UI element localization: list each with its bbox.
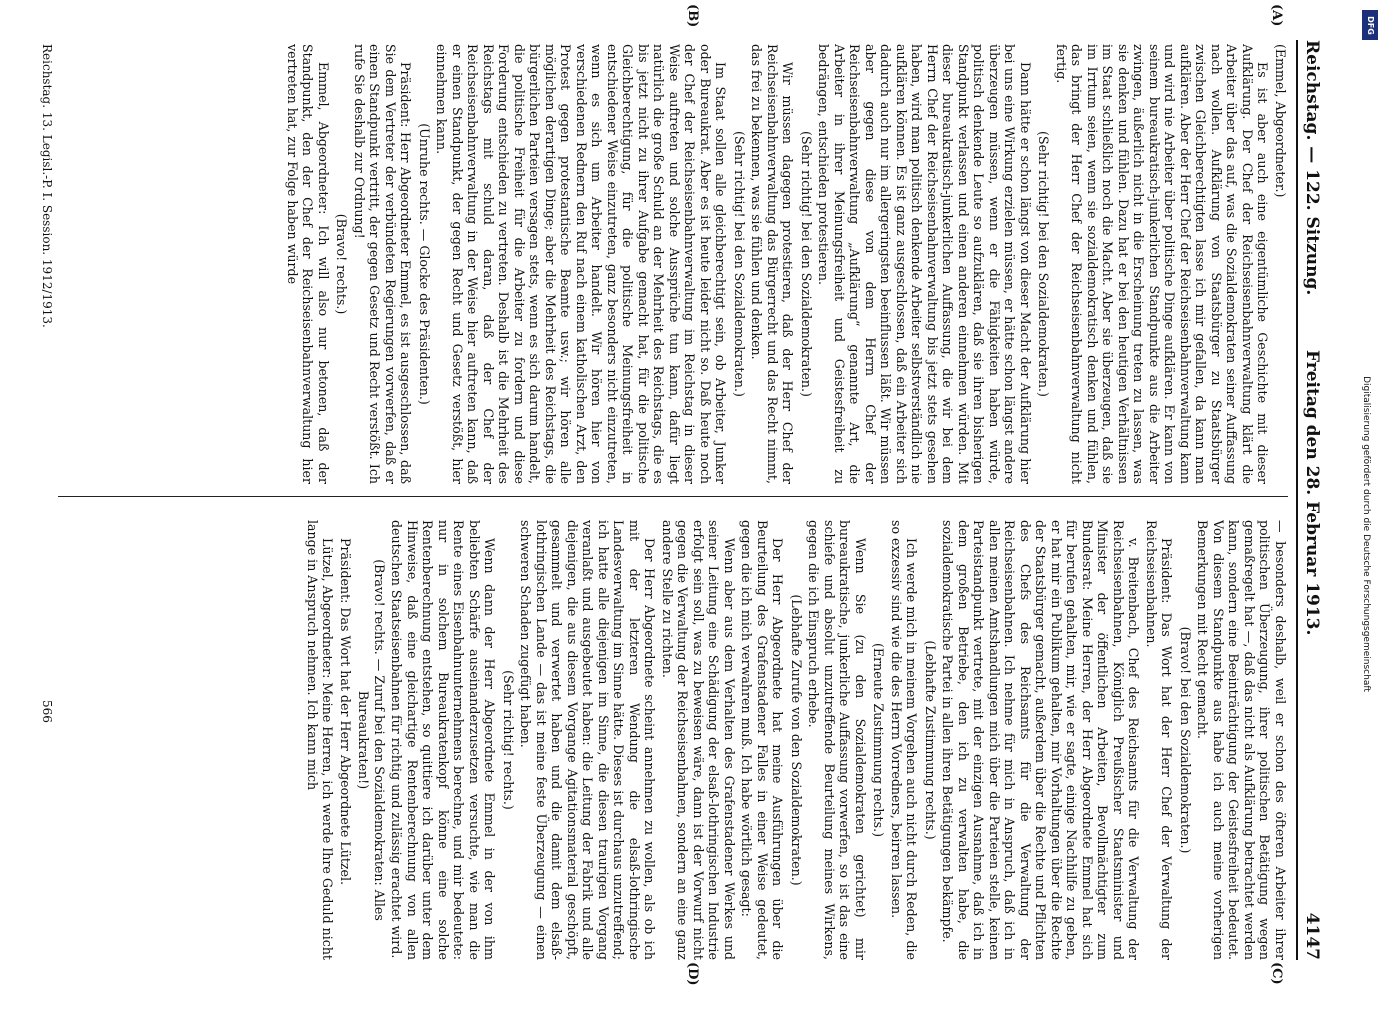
margin-marker-b: (B) [685, 4, 700, 28]
interjection: (Unruhe rechts. — Glocke des Präsidenten.) [417, 123, 432, 405]
interjection: (Sehr richtig! bei den Sozialdemokraten.) [799, 131, 814, 397]
paragraph: Dann hätte er schon längst von dieser Macht der Aufklärung hier bei uns eine Wirkung erzielen müssen, er hätte schon längst andere überzeugen müssen, wenn er die Fähigkeiten haben würde, politisch denkende Leute so aufzuklären, daß sie ihren bisherigen Standpunkt verlassen und einen anderen einnehmen würden. Mit dieser bureaukratisch-junkerlichen Auffassung, die wir bei dem Herrn Chef der Reichseisenbahnverwaltung bis jetzt stets gesehen haben, wird man politisch denkende Arbeiter selbstverständlich nie aufklären können. Es ist ganz ausgeschlossen, daß ein Arbeiter sich dadurch auch nur im allergeringsten beeinflussen läßt. Wir müssen aber gegen diese von dem Herrn Chef der Reichseisenbahnverwaltung „Aufklärung“ genannte Art, die Arbeiter in ihrer Meinungsfreiheit und Geistesfreiheit zu bedrängen, entschieden protestieren. [816, 44, 1033, 484]
paragraph: Ich werde mich in meinem Vorgehen auch nicht durch Reden, die so exzessiv sind wie die des Herrn Vorredners, beirren lassen. [889, 520, 920, 960]
paragraph: Wenn Sie (zu den Sozialdemokraten gerichtet) mir bureaukratische, junkerliche Auffassung vorwerfen, so ist das eine schiefe und absolut unzutreffende Beurteilung meines Wirkens, gegen die ich Einspruch erhebe. [806, 520, 868, 960]
paragraph: — besonders deshalb, weil er schon des öfteren Arbeiter ihrer politischen Überzeugung, ihrer politischen Betätigung wegen gemaßregelt hat —, daß das nicht als Aufklärung betrachtet werden kann, sondern eine Beeinträchtigung der Geistesfreiheit bedeutet. Von diesem Standpunkte aus habe ich auch meine vorherigen Bemerkungen mit Recht gemacht. [1195, 520, 1288, 960]
paragraph: Es ist aber auch eine eigentümliche Geschichte mit dieser Aufklärung. Der Chef der Reichseisenbahnverwaltung klärt die Arbeiter über das auf, was die Sozialdemokraten seiner Auffassung nach wollen. Aufklärung von Staatsbürger zu Staatsbürger zwischen Gleichberechtigten lasse ich mir gefallen, da kann man aufklären. Aber der Herr Chef der Reichseisenbahnverwaltung kann und wird nie Arbeiter über politische Dinge aufklären. Er kann von seinem bureaukratisch-junkerlichen Standpunkte aus die Arbeiter zwingen, äußerlich nicht in die Erscheinung treten zu lassen, was sie denken und fühlen. Dazu hat er bei den heutigen Verhältnissen im Staat schließlich noch die Macht. Aber sie überzeugen, daß sie im Irrtum seien, wenn sie sozialdemokratisch denken und fühlen, das bringt der Herr Chef der Reichseisenbahnverwaltung nicht fertig. [1054, 44, 1271, 484]
interjection: (Lebhafte Zurufe von den Sozialdemokraten.) [789, 594, 804, 886]
speaker-label: (Emmel, Abgeordneter.) [1273, 44, 1288, 198]
header-left: Reichstag. — 122. Sitzung. [1302, 40, 1322, 296]
paragraph: Im Staat sollen alle gleichberechtigt sein, ob Arbeiter, Junker oder Bureaukrat. Aber es ist heute leider nicht so. Daß heute noch der Chef der Reichseisenbahnverwaltung im Reichstag in dieser Weise auftreten und solche Aussprüche tun kann, dafür liegt natürlich die große Schuld an der Mehrheit des Reichstags, die es bis jetzt nicht zu ihrer Aufgabe gemacht hat, für die politische Gleichberechtigung, für die politische Meinungsfreiheit in entschiedener Weise einzutreten, ganz besonders nicht einzutreten, wenn es sich um Arbeiter handelt. Wir hören hier von verschiedenen Rednern den Ruf nach einem katholischen Arzt, den Protest gegen protestantische Beamte usw.; wir hören alle möglichen derartigen Dinge; aber die Mehrheit des Reichstags, die bürgerlichen Parteien versagen stets, wenn es sich darum handelt, die politische Freiheit für die Arbeiter zu fordern und diese Forderung entschieden zu vertreten. Deshalb ist die Mehrheit des Reichstags mit schuld daran, daß der Chef der Reichseisenbahnverwaltung in der Weise hier auftreten kann, daß er einen Standpunkt, der gegen Recht und Gesetz verstößt, hier einnehmen kann. [434, 44, 729, 484]
paragraph: Wir müssen dagegen protestieren, daß der Herr Chef der Reichseisenbahnverwaltung das Bürgerrecht und das Recht nimmt, das frei zu bekennen, was sie fühlen und denken. [749, 44, 796, 484]
header-date: Freitag den 28. Februar 1913. [1302, 350, 1322, 636]
paragraph: Lützel, Abgeordneter: Meine Herren, ich werde Ihre Geduld nicht lange in Anspruch nehmen. Ich kann mich [305, 520, 336, 960]
interjection: (Sehr richtig! bei den Sozialdemokraten.) [732, 131, 747, 397]
paragraph: Wenn dann der Herr Abgeordnete Emmel in der von ihm beliebten Schärfe auseinanderzusetzen versuchte, wie man die Rente eines Eisenbahnunternehmens berechne, und mir bedeutete: nur in solchem Bureaukratenkopf könne eine solche Rentenberechnung entstehen, so quittiere ich darüber unter dem Hinweise, daß eine gleichartige Rentenberechnung von allen deutschen Staatseisenbahnen für richtig und zulässig erachtet wird. [389, 520, 498, 960]
paragraph: v. Breitenbach, Chef des Reichsamts für die Verwaltung der Reichseisenbahnen, Königlich Preußischer Staatsminister und Minister der öffentlichen Arbeiten, Bevollmächtigter zum Bundesrat: Meine Herren, der Herr Abgeordnete Emmel hat sich für berufen gehalten, mir, wie er sagte, einige Nachhilfe zu geben, er hat mir ein Publikum gehalten, mir Vorhaltungen über die Rechte der Staatsbürger gemacht, außerdem über die Rechte und Pflichten des Chefs des Reichsamts für die Verwaltung der Reichseisenbahnen. Ich nehme für mich in Anspruch, daß ich in allen meinen Amtshandlungen mich über die Parteien stelle, keinen Parteistandpunkt vertrete, mit der einzigen Ausnahme, daß ich in dem großen Betriebe, den ich zu verwalten habe, die sozialdemokratische Partei in allen ihren Betätigungen bekämpfe. [940, 520, 1142, 960]
interjection: (Bravo! bei den Sozialdemokraten.) [1178, 626, 1193, 854]
left-column [58, 44, 1288, 484]
paragraph: Der Herr Abgeordnete scheint annehmen zu wollen, als ob ich mit der letzteren Wendung die elsaß-lothringische Landesverwaltung im Sinne hätte. Dieses ist durchaus unzutreffend; ich hatte alle diejenigen im Sinne, die diesen traurigen Vorgang veranlaßt und ausgebeutet haben: die Leitung der Fabrik und alle diejenigen, die aus diesem Vorgange Agitationsmaterial geschöpft, gesammelt und verwertet haben und die damit dem elsaß-lothringischen Lande — das ist meine feste Überzeugung — einen schweren Schaden zugefügt haben. [518, 520, 658, 960]
dfg-logo-text: DFG [1365, 15, 1375, 35]
paragraph: Der Herr Abgeordnete hat meine Ausführungen über die Beurteilung des Grafenstadener Falles in einer Weise gedeutet, gegen die ich mich verwahren muß. Ich habe wörtlich gesagt: [739, 520, 786, 960]
page-code: 566 [40, 700, 54, 723]
paragraph: Präsident: Das Wort hat der Herr Chef der Verwaltung der Reichseisenbahnen. [1144, 520, 1175, 960]
digitization-note-text: Digitalisierung gefördert durch die Deutsche Forschungsgemeinschaft [1361, 376, 1371, 692]
interjection: (Sehr richtig! rechts.) [501, 670, 516, 810]
margin-marker-a: (A) [1269, 4, 1284, 27]
page-header [1296, 40, 1328, 960]
dfg-logo-icon [1362, 10, 1378, 40]
quotation: Wenn aber aus dem Verhalten des Grafenstadener Werkes und seiner Leitung eine Schädigung der elsaß-lothringischen Industrie erfolgt sein soll, was zu beweisen wäre, dann ist der Vorwurf nicht gegen die Verwaltung der Reichseisenbahnen, sondern an eine ganz andere Stelle zu richten. [660, 520, 737, 960]
margin-marker-d: (D) [685, 962, 700, 986]
paragraph: Emmel, Abgeordneter: Ich will also nur betonen, daß der Standpunkt, den der Chef der Reichseisenbahnverwaltung hier vertreten hat, zur Folge haben würde [285, 44, 331, 484]
interjection: (Bravo! rechts. — Zuruf bei den Sozialdemokraten: Alles Bureaukraten!) [356, 559, 387, 921]
digitization-note [1355, 44, 1377, 1024]
header-page-number: 4147 [1302, 912, 1322, 960]
paragraph: Präsident: Das Wort hat der Herr Abgeordnete Lützel. [338, 538, 353, 886]
interjection: (Sehr richtig! bei den Sozialdemokraten.) [1036, 131, 1052, 397]
interjection: (Lebhafte Zustimmung rechts.) [923, 640, 938, 840]
interjection: (Bravo! rechts.) [334, 213, 350, 315]
interjection: (Erneute Zustimmung rechts.) [871, 643, 887, 837]
right-column [58, 520, 1288, 960]
paragraph: Präsident: Herr Abgeordneter Emmel, es ist ausgeschlossen, daß Sie dem Vertreter der verbündeten Regierungen vorwerfen, daß er einen Standpunkt vertritt, der gegen Gesetz und Recht verstößt. Ich rufe Sie deshalb zur Ordnung! [352, 44, 414, 484]
page-footer: Reichstag. 13. Legisl.-P. I. Session. 1912/1913. [40, 44, 54, 328]
column-divider [58, 496, 1288, 497]
margin-marker-c: (C) [1269, 962, 1284, 985]
